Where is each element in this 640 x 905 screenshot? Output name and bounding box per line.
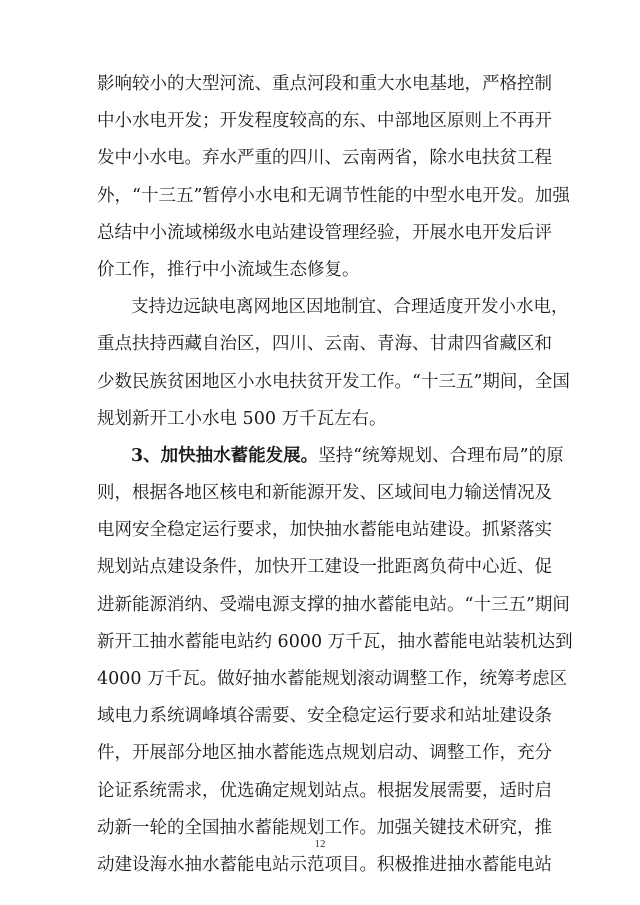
page-number: 12	[314, 838, 326, 850]
text-line: 论证系统需求，优选确定规划站点。根据发展需要，适时启	[97, 780, 552, 801]
text-line: 件，开展部分地区抽水蓄能选点规划启动、调整工作，充分	[97, 743, 552, 764]
text-line: 动新一轮的全国抽水蓄能规划工作。加强关键技术研究，推	[97, 817, 552, 838]
text-line: 总结中小流域梯级水电站建设管理经验，开展水电开发后评	[97, 222, 552, 243]
text-line: 规划新开工小水电 500 万千瓦左右。	[97, 408, 387, 429]
text-line: 则，根据各地区核电和新能源开发、区域间电力输送情况及	[97, 483, 552, 504]
text-line: 重点扶持西藏自治区，四川、云南、青海、甘肃四省藏区和	[97, 334, 552, 355]
text-line: 支持边远缺电离网地区因地制宜、合理适度开发小水电，	[131, 297, 569, 318]
text-line: 影响较小的大型河流、重点河段和重大水电基地，严格控制	[97, 74, 552, 94]
text-line: 中小水电开发；开发程度较高的东、中部地区原则上不再开	[97, 111, 552, 132]
text-line: 外，“十三五”暂停小水电和无调节性能的中型水电开发。加强	[97, 185, 570, 206]
text-line: 进新能源消纳、受端电源支撑的抽水蓄能电站。“十三五”期间	[97, 594, 570, 615]
text-line: 动建设海水抽水蓄能电站示范项目。积极推进抽水蓄能电站	[97, 854, 552, 875]
text-line: 发中小水电。弃水严重的四川、云南两省，除水电扶贫工程	[97, 148, 552, 169]
section-heading: 3、加快抽水蓄能发展。	[131, 445, 319, 466]
text-line: 4000 万千瓦。做好抽水蓄能规划滚动调整工作，统筹考虑区	[97, 669, 568, 689]
text-line	[97, 438, 564, 475]
text-line: 规划站点建设条件，加快开工建设一批距离负荷中心近、促	[97, 557, 552, 578]
text-line: 域电力系统调峰填谷需要、安全稳定运行要求和站址建设条	[97, 706, 552, 727]
text-line: 少数民族贫困地区小水电扶贫开发工作。“十三五”期间，全国	[97, 371, 570, 392]
text-line: 电网安全稳定运行要求，加快抽水蓄能电站建设。抓紧落实	[97, 520, 552, 541]
text-line: 价工作，推行中小流域生态修复。	[97, 259, 360, 280]
body-text	[97, 66, 573, 884]
text-span: 坚持“统筹规划、合理布局”的原	[318, 445, 564, 466]
text-line: 新开工抽水蓄能电站约 6000 万千瓦，抽水蓄能电站装机达到	[97, 631, 573, 652]
